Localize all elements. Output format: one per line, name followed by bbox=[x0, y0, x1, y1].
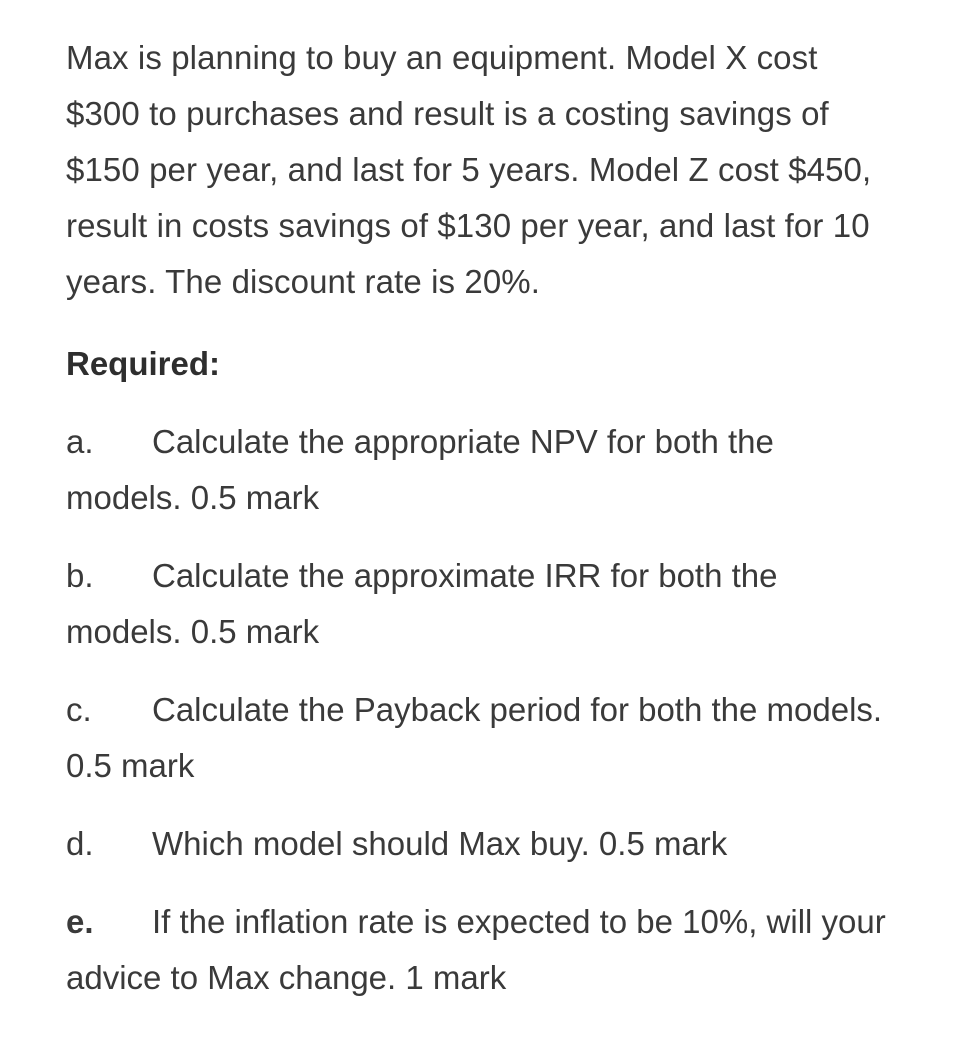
question-b bbox=[66, 548, 896, 660]
question-c bbox=[66, 682, 896, 794]
question-a bbox=[66, 414, 896, 526]
question-text: Calculate the approximate IRR for both the models. 0.5 mark bbox=[66, 557, 778, 650]
question-letter: d. bbox=[66, 825, 94, 862]
question-letter: a. bbox=[66, 423, 94, 460]
question-text: Which model should Max buy. 0.5 mark bbox=[152, 825, 728, 862]
question-text: Calculate the appropriate NPV for both the models. 0.5 mark bbox=[66, 423, 774, 516]
question-text: Calculate the Payback period for both the models. 0.5 mark bbox=[66, 691, 883, 784]
required-heading: Required: bbox=[66, 345, 221, 382]
question-letter: e. bbox=[66, 903, 94, 940]
question-d bbox=[66, 816, 896, 872]
problem-statement: Max is planning to buy an equipment. Model X cost $300 to purchases and result is a costing savings of $150 per year, and last for 5 years. Model Z cost $450, result in costs savings of $130 per year, and last for 10 years. The discount rate is 20%. bbox=[66, 39, 872, 300]
question-document bbox=[66, 30, 896, 1006]
question-e bbox=[66, 894, 896, 1006]
question-letter: b. bbox=[66, 557, 94, 594]
question-text: If the inflation rate is expected to be 10%, will your advice to Max change. 1 mark bbox=[66, 903, 886, 996]
question-letter: c. bbox=[66, 691, 92, 728]
